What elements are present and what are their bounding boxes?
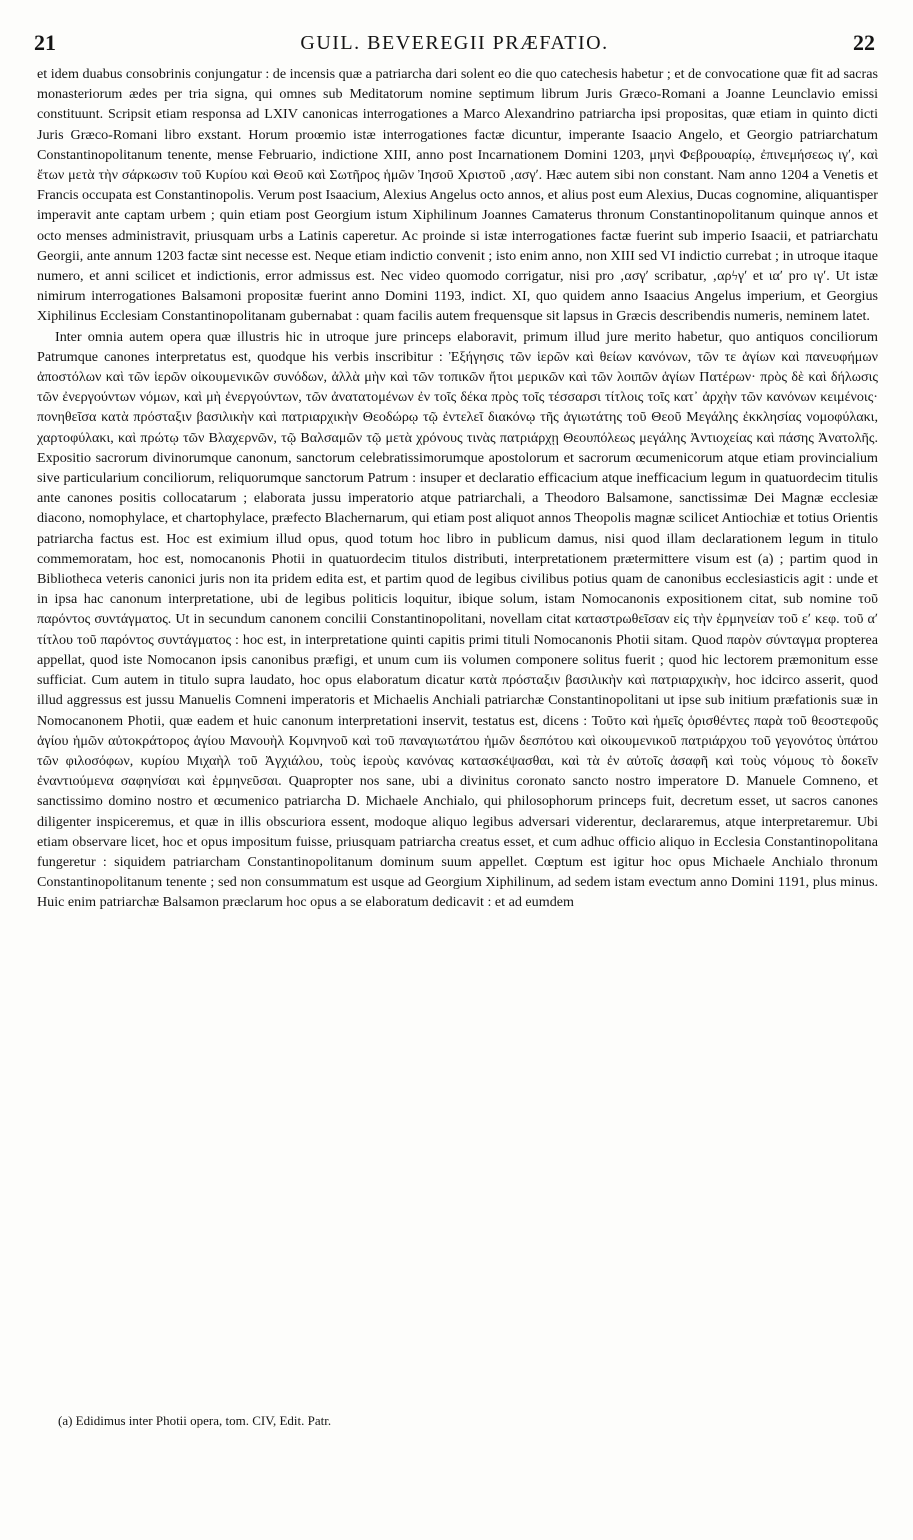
paragraph-continuation: et idem duabus consobrinis conjungatur : de incensis quæ a patriarcha dari solent eo die quo catechesis habetur ; et de convocatione quæ fit ad sacras monasteriorum ædes per tria signa, qui omnes sub Meditatorum nomine septimum librum Juris Græco-Romani a Joanne Leunclavio emissi constituunt. Scripsit etiam responsa ad LXIV canonicas interrogationes a Marco Alexandrino patriarcha ipsi propositas, quæ etiam in quinto dicti Juris Græco-Romani libro exstant. Horum proœmio istæ interrogationes factæ dicuntur, imperante Isaacio Angelo, et Georgio patriarchatum Constantinopolitanum tenente, mense Februario, indictione XIII, anno post Incarnationem Domini 1203, μηνὶ Φεβρουαρίῳ, ἐπινεμήσεως ιγʹ, καὶ ἔτων μετὰ τὴν σάρκωσιν τοῦ Κυρίου καὶ Θεοῦ καὶ Σωτῆρος ἡμῶν Ἰησοῦ Χριστοῦ ‚ασγʹ. Hæc autem sibi non constant. Nam anno 1204 a Venetis et Francis occupata est Constantinopolis. Verum post Isaacium, Alexius Angelus octo annos, et alius post eum Alexius, Ducas cognomine, aliquantisper imperavit ante captam urbem ; quin etiam post Georgium istum Xiphilinum Joannes Camaterus thronum Constantinopolitanum quinque annos et octo menses administravit, priusquam urbs a Latinis caperetur. Ac proinde si istæ interrogationes factæ fuerint sub imperio Isaacii, et patriarchatu Georgii, ante annum 1203 factæ sint necesse est. Neque etiam indictio convenit ; isto enim anno, non XIII sed VI indictio currebat ; in utroque itaque numero, et anni scilicet et indictionis, error admissus est. Nec video quomodo corrigatur, nisi pro ‚ασγʹ scribatur, ‚αρϟγʹ et ιαʹ pro ιγʹ. Ut istæ nimirum interrogationes Balsamoni propositæ fuerint anno Domini 1193, indict. XI, quo quidem anno Isaacius Angelus imperium, et Georgius Xiphilinus Ecclesiam Constantinopolitanam gubernabat : quam facilis autem frequensque sit lapsus in Græcis describendis numeris, neminem latet. (37, 66, 878, 325)
paragraph-inter-omnia: Inter omnia autem opera quæ illustris hic in utroque jure princeps elaboravit, primum illud jure merito habetur, quo antiquos conciliorum Patrumque canones interpretatus est, quodque his verbis inscribitur : Ἐξήγησις τῶν ἱερῶν καὶ θείων κανόνων, τῶν τε ἁγίων καὶ πανευφήμων ἀποστόλων καὶ τῶν ἱερῶν οἰκουμενικῶν συνόδων, ἀλλὰ μὴν καὶ τῶν τοπικῶν ἤτοι μερικῶν καὶ τῶν λοιπῶν ἁγίων Πατέρων· πρὸς δὲ καὶ δήλωσις τῶν ἐνεργούντων νόμων, καὶ μὴ ἐνεργούντων, τῶν ἀνατατομένων ἐν τοῖς δέκα πρὸς τοῖς τέσσαρσι τίτλοις τοῖς κατ᾽ ἀρχὴν τῶν κανόνων κειμένοις· πονηθεῖσα κατὰ πρόσταξιν βασιλικὴν καὶ πατριαρχικὴν Θεοδώρῳ τῷ ἐντελεῖ διακόνῳ τῆς ἁγιωτάτης τοῦ Θεοῦ Μεγάλης ἐκκλησίας νομοφύλακι, χαρτοφύλακι, καὶ πρώτῳ τῶν Βλαχερνῶν, τῷ Βαλσαμῶν τῷ μετὰ χρόνους τινὰς πατριάρχῃ Θεουπόλεως μεγάλης Ἀντιοχείας καὶ πάσης Ἀνατολῆς. Expositio sacrorum divinorumque canonum, sanctorum celebratissimorumque apostolorum et sacrorum œcumenicorum atque etiam provincialium sive particularium conciliorum, reliquorumque sanctorum Patrum : insuper et declaratio efficacium atque inefficacium legum in quatuordecim titulis ante canones positis collocatarum ; elaborata jussu imperatorio atque patriarchali, a Theodoro Balsamone, sanctissimæ Dei Magnæ ecclesiæ diacono, nomophylace, et chartophylace, præfecto Blachernarum, qui etiam post aliquot annos Theopolis magnæ scilicet Antiochiæ et totius Orientis patriarcha factus est. Hoc est eximium illud opus, quod totum hoc libro in publicum damus, nisi quod illam declarationem legum in titulo commemoratam, hoc est, nomocanonis Photii in quatuordecim titulos distributi, interpretationem prætermittere visum est (a) ; partim quod in Bibliotheca veteris canonici juris non ita pridem edita est, et partim quod de legibus civilibus potius quam de canonibus ecclesiasticis agit : unde et in ipsa hac canonum interpretatione, ubi de legibus politicis loquitur, ibique solum, istam Nomocanonis expositionem citat, sub nomine τοῦ παρόντος συντάγματος. Ut in secundum canonem concilii Constantinopolitani, novellam citat καταστρωθεῖσαν εἰς τὴν ἑρμηνείαν τοῦ εʹ κεφ. τοῦ αʹ τίτλου τοῦ παρόντος συντάγματος : hoc est, in interpretatione quinti capitis primi tituli Nomocanonis Photii sitam. Quod παρὸν σύνταγμα propterea appellat, quod iste Nomocanon ipsis canonibus præfigi, et unum cum iis volumen componere solitus fuerit ; quod hic lectorem præmonitum esse sufficiat. Cum autem in titulo supra laudato, hoc opus elaboratum dicatur κατὰ πρόσταξιν βασιλικὴν καὶ πατριαρχικὴν, hoc idcirco asserit, quod illud aggressus est jussu Manuelis Comneni imperatoris et Michaelis Anchiali patriarchæ Constantinopolitani ut ipse sub initium præfationis suæ in Nomocanonem Photii, quæ eadem et huic canonum interpretationi inservit, testatus est, dicens : Τοῦτο καὶ ἡμεῖς ὁρισθέντες παρὰ τοῦ θεοστεφοῦς ἁγίου ἡμῶν αὐτοκράτορος ἁγίου Μανουὴλ Κομνηνοῦ καὶ τοῦ παναγιωτάτου ἡμῶν δεσπότου καὶ οἰκουμενικοῦ πατριάρχου τοῦ γεγονότος ὑπάτου τῶν φιλοσόφων, κυρίου Μιχαὴλ τοῦ Ἀγχιάλου, τοὺς ἱεροὺς κανόνας κατασκέψασθαι, καὶ τὰ ἐν αὐτοῖς ἀσαφῆ καὶ τοὺς νόμους τὸ δοκεῖν ἐναντιούμενα σαφηνίσαι καὶ ἑρμηνεῦσαι. Quapropter nos sane, ubi a divinitus coronato sancto nostro imperatore D. Manuele Comneno, et sanctissimo domino nostro et œcumenico patriarcha D. Michaele Anchialo, qui philosophorum princeps fuit, decretum esset, ut sacros canones diligenter inspiceremus, et quæ in illis obscuriora essent, modoque aliquo legibus adversari viderentur, declararemus, atque interpretaremur. Ubi etiam observare licet, hoc et opus impositum fuisse, priusquam patriarcha creatus esset, et cum adhuc officio aliquo in Ecclesia Constantinopolitana fungeretur : siquidem patriarcham Constantinopolitanum dominum suum appellet. Cœptum est igitur hoc opus Michaele Anchialo thronum Constantinopolitanum tenente ; sed non consummatum est usque ad Georgium Xiphilinum, ad sedem istam evectum anno Domini 1191, plus minus. Huic enim patriarchæ Balsamon præclarum hoc opus a se elaboratum dedicavit : et ad eumdem (37, 328, 878, 911)
running-title: GUIL. BEVEREGII PRÆFATIO. (300, 32, 609, 54)
page-number-right: 22 (853, 30, 875, 55)
body-text (37, 64, 878, 913)
footnote: (a) Edidimus inter Photii opera, tom. CIV, Edit. Patr. (58, 1413, 332, 1428)
running-header (34, 30, 875, 60)
page-number-left: 21 (34, 30, 56, 55)
